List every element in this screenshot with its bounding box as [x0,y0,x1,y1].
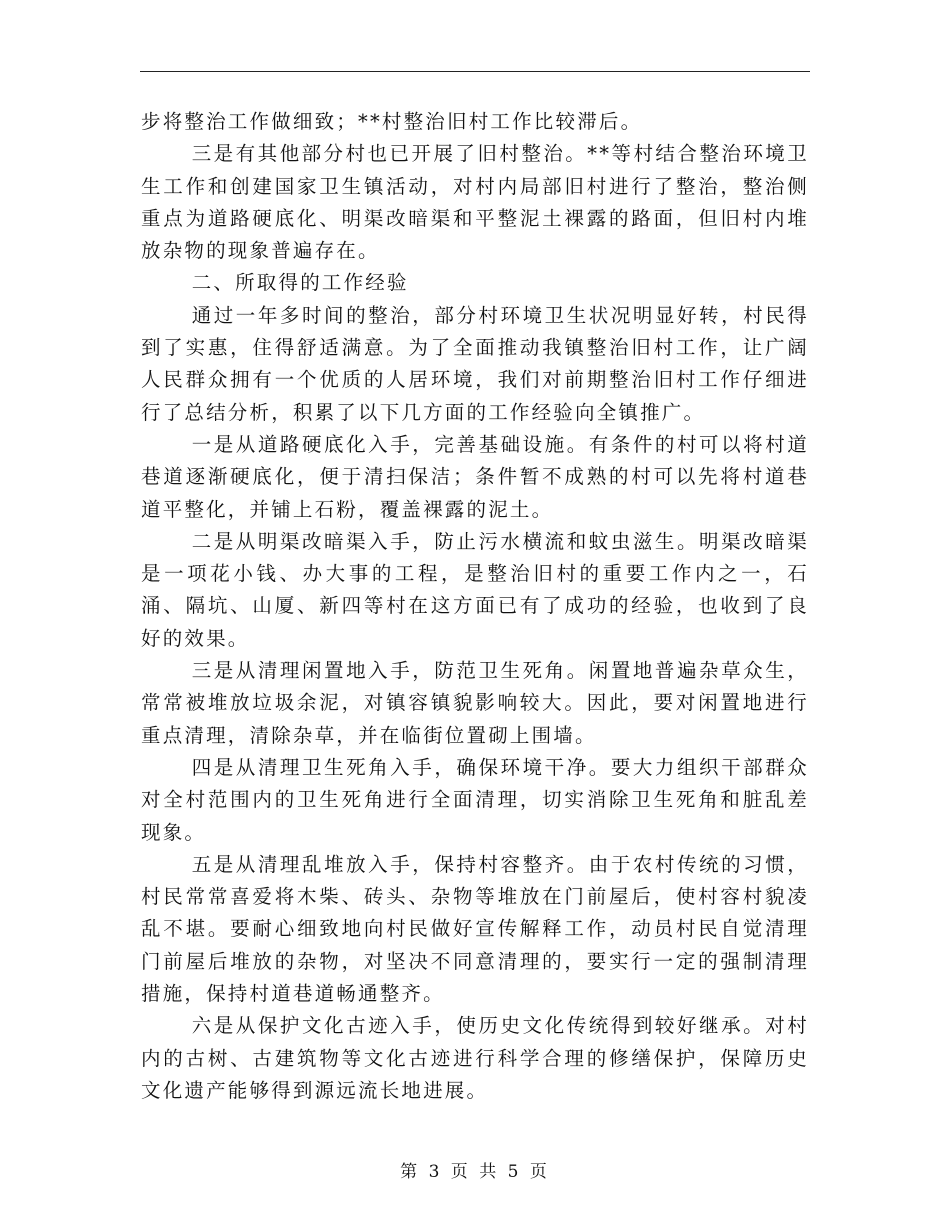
section-heading-experience: 二、所取得的工作经验 [191,271,409,295]
paragraph-item-1-roads: 一是从道路硬底化入手，完善基础设施。有条件的村可以将村道巷道逐渐硬底化，便于清扫保洁；条件暂不成熟的村可以先将村道巷道平整化，并铺上石粉，覆盖裸露的泥土。 [141,432,809,521]
header-divider [140,71,810,72]
page-footer [0,1157,950,1182]
paragraph-item-6-heritage: 六是从保护文化古迹入手，使历史文化传统得到较好继承。对村内的古树、古建筑物等文化古迹进行科学合理的修缮保护，保障历史文化遗产能够得到源远流长地进展。 [141,1014,809,1102]
paragraph-item-3-idle-land: 三是从清理闲置地入手，防范卫生死角。闲置地普遍杂草众生，常常被堆放垃圾余泥，对镇容镇貌影响较大。因此，要对闲置地进行重点清理，清除杂草，并在临街位置砌上围墙。 [141,659,809,747]
document-body [141,106,809,1107]
paragraph-other-villages: 三是有其他部分村也已开展了旧村整治。**等村结合整治环境卫生工作和创建国家卫生镇活动，对村内局部旧村进行了整治，整治侧重点为道路硬底化、明渠改暗渠和平整泥土裸露的路面，但旧村内堆放杂物的现象普遍存在。 [141,142,809,263]
paragraph-continuation: 步将整治工作做细致；**村整治旧村工作比较滞后。 [141,110,643,133]
paragraph-experience-intro: 通过一年多时间的整治，部分村环境卫生状况明显好转，村民得到了实惠，住得舒适满意。为了全面推动我镇整治旧村工作，让广阔人民群众拥有一个优质的人居环境，我们对前期整治旧村工作仔细进行了总结分析，积累了以下几方面的工作经验向全镇推广。 [141,303,809,424]
paragraph-item-2-drains: 二是从明渠改暗渠入手，防止污水横流和蚊虫滋生。明渠改暗渠是一项花小钱、办大事的工程，是整治旧村的重要工作内之一，石涌、隔坑、山厦、新四等村在这方面已有了成功的经验，也收到了良好的效果。 [141,529,809,650]
paragraph-item-5-clutter: 五是从清理乱堆放入手，保持村容整齐。由于农村传统的习惯，村民常常喜爱将木柴、砖头、杂物等堆放在门前屋后，使村容村貌凌乱不堪。要耐心细致地向村民做好宣传解释工作，动员村民自觉清理门前屋后堆放的杂物，对坚决不同意清理的，要实行一定的强制清理措施，保持村道巷道畅通整齐。 [141,852,809,1006]
paragraph-item-4-dead-corners: 四是从清理卫生死角入手，确保环境干净。要大力组织干部群众对全村范围内的卫生死角进行全面清理，切实消除卫生死角和脏乱差现象。 [141,755,809,844]
page-number-label: 第 3 页 共 5 页 [400,1162,550,1182]
